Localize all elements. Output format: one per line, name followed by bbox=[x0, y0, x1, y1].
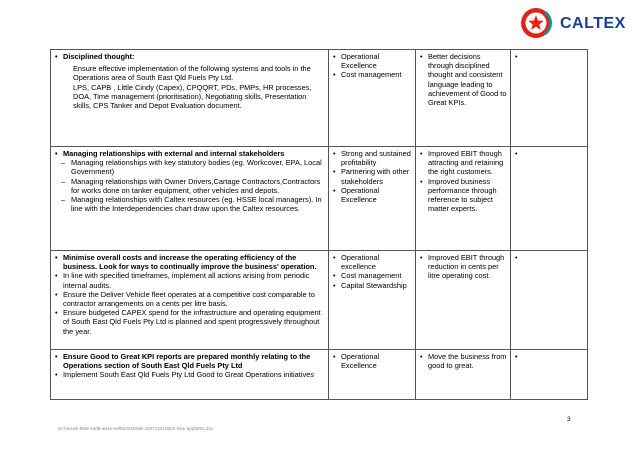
caltex-wordmark: CALTEX bbox=[560, 15, 626, 32]
row-title: • Managing relationships with external and internal stakeholders bbox=[54, 149, 325, 158]
list-item: • Implement South East Qld Fuels Pty Ltd Good to Great Operations initiatives bbox=[54, 370, 325, 379]
list-item: • Partnering with other stakeholders bbox=[332, 167, 412, 185]
table-row bbox=[51, 350, 588, 400]
caltex-logo bbox=[518, 6, 634, 40]
accountability-cell bbox=[51, 50, 329, 147]
list-item: • Ensure the Deliver Vehicle fleet operates at a competitive cost comparable to contractor arrangements on a cents per litre basis. bbox=[54, 290, 325, 308]
list-item: – Managing relationships with Owner Drivers,Cartage Contractors,Contractors for works done on tanker equipment, other vehicles and depots. bbox=[54, 177, 325, 195]
row-title: • Minimise overall costs and increase the operating efficiency of the business. Look for ways to continually improve the business' operation. bbox=[54, 253, 325, 271]
list-item: • Strong and sustained profitability bbox=[332, 149, 412, 167]
table-row bbox=[51, 251, 588, 350]
paragraph: Ensure effective implementation of the following systems and tools in the Operations area of South East Qld Fuels Pty Ltd. bbox=[73, 64, 311, 83]
measure-cell bbox=[416, 147, 511, 251]
outcome-cell bbox=[329, 50, 416, 147]
list-item: • Better decisions through disciplined thought and consistent language leading to achievement of Good to Great KPIs. bbox=[419, 52, 507, 107]
empty-cell bbox=[511, 147, 588, 251]
empty-cell bbox=[511, 50, 588, 147]
list-item: • Operational Excellence bbox=[332, 352, 412, 370]
list-item: • Capital Stewardship bbox=[332, 281, 412, 290]
accountability-cell bbox=[51, 251, 329, 350]
list-item: • Move the business from good to great. bbox=[419, 352, 507, 370]
empty-cell bbox=[511, 350, 588, 400]
outcome-cell bbox=[329, 350, 416, 400]
list-item: • Operational excellence bbox=[332, 253, 412, 271]
table-row bbox=[51, 147, 588, 251]
list-item: – Managing relationships with Caltex resources (eg. HSSE local managers). In line with the Interdependencies chart draw upon the Caltex resources. bbox=[54, 195, 325, 213]
kpi-table bbox=[50, 49, 588, 400]
list-item: • In line with specified timeframes, implement all actions arising from periodic internal audits. bbox=[54, 271, 325, 289]
list-item: • Improved EBIT though attracting and retaining the right customers. bbox=[419, 149, 507, 177]
caltex-star-icon bbox=[518, 6, 558, 40]
accountability-cell bbox=[51, 147, 329, 251]
measure-cell bbox=[416, 50, 511, 147]
row-title: • Ensure Good to Great KPI reports are prepared monthly relating to the Operations section of South East Qld Fuels Pty Ltd bbox=[54, 352, 325, 370]
page-number: 3 bbox=[567, 416, 571, 423]
measure-cell bbox=[416, 350, 511, 400]
table-row bbox=[51, 50, 588, 147]
measure-cell bbox=[416, 251, 511, 350]
document-id: ec7ae16b-f6a8-43d8-ab4e-e6fbe324b6de-150712010002-lva1-app6891.doc bbox=[58, 426, 214, 431]
outcome-cell bbox=[329, 147, 416, 251]
list-item: • Operational Excellence bbox=[332, 186, 412, 204]
list-item: • Improved EBIT through reduction in cents per litre operating cost. bbox=[419, 253, 507, 281]
row-title: • Disciplined thought: bbox=[54, 52, 325, 61]
outcome-cell bbox=[329, 251, 416, 350]
list-item: • Improved business performance through reference to subject matter experts. bbox=[419, 177, 507, 214]
list-item: – Managing relationships with key statutory bodies (eg. Workcover, EPA, Local Government) bbox=[54, 158, 325, 176]
list-item: • Ensure budgeted CAPEX spend for the infrastructure and operating equipment of South East Qld Fuels Pty Ltd is planned and spent progressively throughout the year. bbox=[54, 308, 325, 336]
list-item: • Cost management bbox=[332, 271, 412, 280]
list-item: • Operational Excellence bbox=[332, 52, 412, 70]
empty-cell bbox=[511, 251, 588, 350]
paragraph: LPS, CAPB , Little Cindy (Capex), CPQQRT, PDs, PMPs, HR processes, DOA, Time management (prioritisation), Negotiating skills, Presentation skills, CPS Tanker and Depot Evaluation document. bbox=[73, 82, 312, 111]
list-item: • Cost management bbox=[332, 70, 412, 79]
accountability-cell bbox=[51, 350, 329, 400]
